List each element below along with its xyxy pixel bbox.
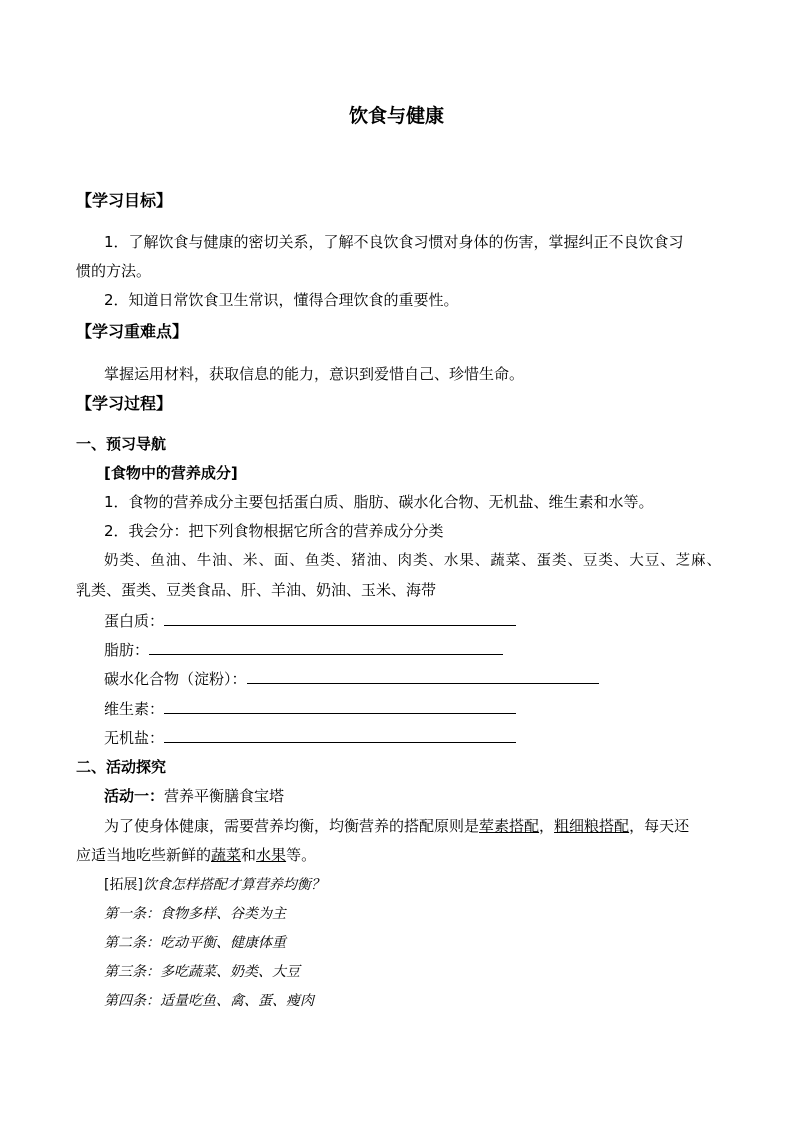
activity-1-label: 活动一： [104, 787, 165, 805]
balance-text-a: 为了使身体健康，需要营养均衡，均衡营养的搭配原则是 [104, 817, 480, 835]
activity-1-title [104, 786, 284, 806]
balance-text-c: ，每天还 [629, 817, 690, 835]
fill-mineral-blank[interactable] [164, 727, 516, 743]
activity-1-name: 营养平衡膳食宝塔 [164, 787, 285, 805]
fill-vitamin-label: 维生素： [104, 700, 165, 718]
underlined-term-4: 水果 [256, 846, 287, 864]
fill-protein-blank[interactable] [164, 610, 516, 626]
goal-item-1-line-1: 1．了解饮食与健康的密切关系，了解不良饮食习惯对身体的伤害，掌握纠正不良饮食习 [104, 233, 684, 251]
balance-paragraph-line-1 [104, 816, 689, 836]
heading-learning-goals: 【学习目标】 [76, 191, 173, 210]
preview-item-2: 2．我会分：把下列食物根据它所含的营养成分分类 [104, 522, 444, 540]
rule-3: 第三条：多吃蔬菜、奶类、大豆 [104, 964, 300, 980]
activity-heading: 二、活动探究 [76, 758, 167, 776]
balance-text-b: ， [539, 817, 555, 835]
key-points-text: 掌握运用材料，获取信息的能力，意识到爱惜自己、珍惜生命。 [104, 365, 525, 383]
balance-text-d: 应适当地吃些新鲜的 [76, 846, 212, 864]
preview-item-1: 1．食物的营养成分主要包括蛋白质、脂肪、碳水化合物、无机盐、维生素和水等。 [104, 493, 654, 511]
underlined-term-2: 粗细粮搭配 [554, 817, 630, 835]
fill-carb-label: 碳水化合物（淀粉）： [104, 670, 247, 688]
extension-label: [拓展] [104, 877, 143, 893]
extension-question-text: 饮食怎样搭配才算营养均衡？ [142, 877, 325, 893]
fill-protein-label: 蛋白质： [104, 612, 165, 630]
fill-fat [104, 639, 503, 660]
page-title: 饮食与健康 [348, 105, 444, 127]
goal-item-2: 2．知道日常饮食卫生常识，懂得合理饮食的重要性。 [104, 291, 459, 309]
rule-1: 第一条：食物多样、谷类为主 [104, 906, 286, 922]
fill-mineral [104, 727, 516, 748]
foods-list-line-2: 乳类、蛋类、豆类食品、肝、羊油、奶油、玉米、海带 [76, 581, 437, 599]
fill-carb-blank[interactable] [247, 668, 599, 684]
fill-fat-blank[interactable] [149, 639, 503, 655]
fill-vitamin [104, 698, 516, 719]
preview-subheading: [食物中的营养成分] [104, 464, 238, 482]
balance-text-e: 和 [241, 846, 257, 864]
fill-fat-label: 脂肪： [104, 641, 150, 659]
goal-item-1-line-2: 惯的方法。 [76, 262, 152, 280]
heading-learning-process: 【学习过程】 [76, 394, 173, 413]
foods-list-line-1: 奶类、鱼油、牛油、米、面、鱼类、猪油、肉类、水果、蔬菜、蛋类、豆类、大豆、芝麻、 [104, 553, 721, 569]
underlined-term-1: 荤素搭配 [479, 817, 540, 835]
fill-vitamin-blank[interactable] [164, 698, 516, 714]
extension-question [104, 875, 325, 895]
fill-carb [104, 668, 599, 689]
fill-mineral-label: 无机盐： [104, 729, 165, 747]
preview-heading: 一、预习导航 [76, 435, 167, 453]
underlined-term-3: 蔬菜 [211, 846, 242, 864]
heading-key-points: 【学习重难点】 [76, 322, 189, 341]
rule-2: 第二条：吃动平衡、健康体重 [104, 935, 286, 951]
rule-4: 第四条：适量吃鱼、禽、蛋、瘦肉 [104, 993, 314, 1009]
balance-text-f: 等。 [286, 846, 317, 864]
fill-protein [104, 610, 516, 631]
balance-paragraph-line-2 [76, 845, 316, 865]
